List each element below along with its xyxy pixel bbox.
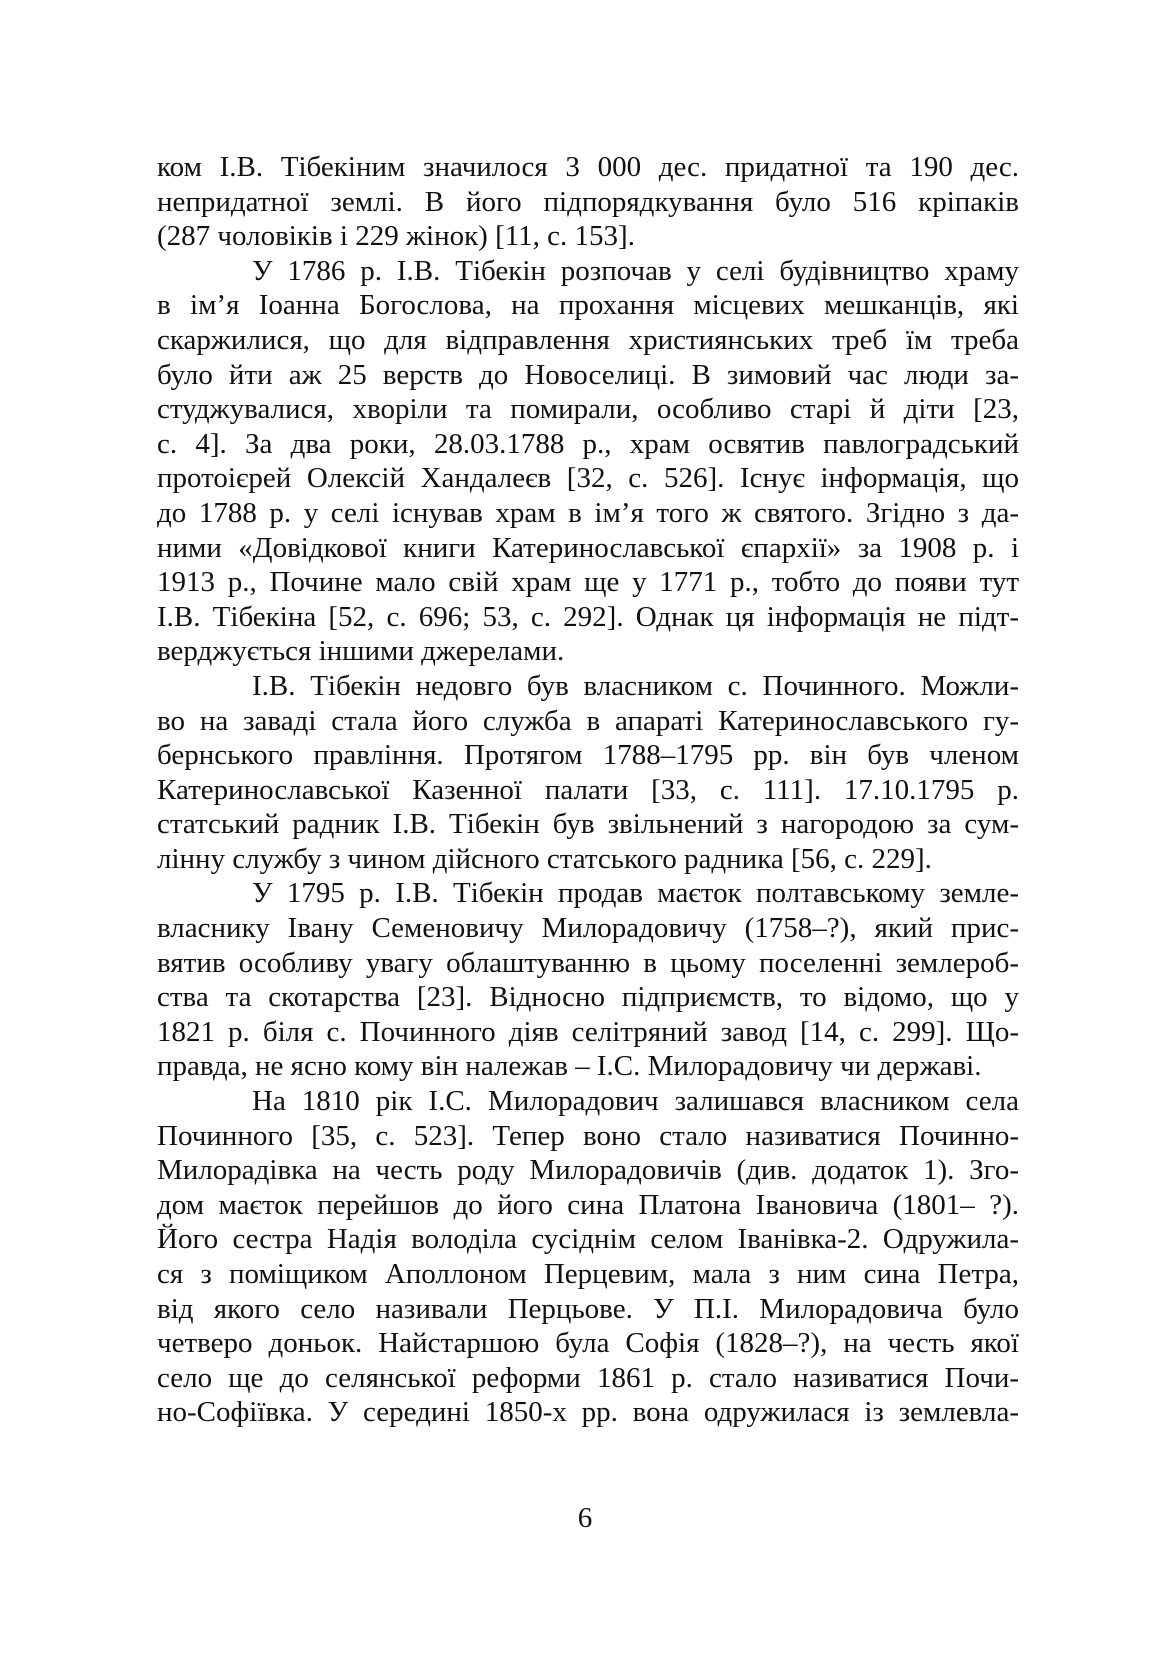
text-line: в ім’я Іоанна Богослова, на прохання місцевих мешканців, які — [157, 289, 1019, 322]
text-line: 1821 р. біля с. Починного діяв селітряний завод [14, с. 299]. Що- — [157, 1015, 1019, 1048]
text-line: від якого село називали Перцьове. У П.І. Милорадовича було — [157, 1292, 1019, 1325]
paragraph — [157, 254, 1019, 669]
page-body — [157, 150, 1019, 1430]
text-line: непридатної землі. В його підпорядкування було 516 кріпаків — [157, 185, 1019, 218]
text-line: І.В. Тібекіна [52, с. 696; 53, с. 292]. Однак ця інформація не підт- — [157, 600, 1019, 633]
text-line: во на заваді стала його служба в апараті Катеринославського гу- — [157, 704, 1019, 737]
text-line: І.В. Тібекін недовго був власником с. Починного. Можли- — [252, 669, 1019, 702]
paragraph — [157, 669, 1019, 877]
text-line: дом маєток перейшов до його сина Платона Івановича (1801– ?). — [157, 1188, 1019, 1221]
text-line: Його сестра Надія володіла сусіднім селом Іванівка-2. Одружила- — [157, 1223, 1019, 1256]
text-line: (287 чоловіків і 229 жінок) [11, с. 153]. — [157, 220, 635, 253]
paragraph — [157, 150, 1019, 254]
text-line: ними «Довідкової книги Катеринославської єпархії» за 1908 р. і — [157, 531, 1019, 564]
text-line: У 1795 р. І.В. Тібекін продав маєток полтавському земле- — [252, 877, 1019, 910]
page-number: 6 — [577, 1502, 593, 1534]
text-line: статський радник І.В. Тібекін був звільнений з нагородою за сум- — [157, 808, 1019, 841]
text-line: На 1810 рік І.С. Милорадович залишався власником села — [252, 1085, 1019, 1118]
text-line: протоієрей Олексій Хандалеєв [32, с. 526]. Існує інформація, що — [157, 462, 1019, 495]
text-line: Катеринославської Казенної палати [33, с. 111]. 17.10.1795 р. — [157, 773, 1019, 806]
text-line: лінну службу з чином дійсного статського радника [56, с. 229]. — [157, 842, 932, 875]
text-line: правда, не ясно кому він належав – І.С. Милорадовичу чи державі. — [157, 1050, 982, 1083]
text-line: верджується іншими джерелами. — [157, 635, 565, 668]
text-line: скаржилися, що для відправлення християнських треб їм треба — [157, 323, 1019, 356]
text-line: студжувалися, хворіли та помирали, особливо старі й діти [23, — [157, 393, 1019, 426]
text-line: Починного [35, с. 523]. Тепер воно стало називатися Починно- — [157, 1119, 1019, 1152]
text-line: но-Софіївка. У середині 1850-х рр. вона одружилася із землевла- — [157, 1396, 1019, 1429]
text-line: 1913 р., Почине мало свій храм ще у 1771 р., тобто до появи тут — [157, 566, 1019, 599]
text-line: село ще до селянської реформи 1861 р. стало називатися Почи- — [157, 1361, 1019, 1394]
text-line: власнику Івану Семеновичу Милорадовичу (1758–?), який прис- — [157, 912, 1019, 945]
paragraph — [157, 1084, 1019, 1430]
text-line: було йти аж 25 верств до Новоселиці. В зимовий час люди за- — [157, 358, 1019, 391]
paragraph — [157, 876, 1019, 1084]
text-line: ком І.В. Тібекіним значилося 3 000 дес. придатної та 190 дес. — [157, 151, 1019, 183]
text-line: до 1788 р. у селі існував храм в ім’я того ж святого. Згідно з да- — [157, 496, 1019, 529]
text-line: Милорадівка на честь роду Милорадовичів (див. додаток 1). Зго- — [157, 1154, 1019, 1187]
text-line: бернського правління. Протягом 1788–1795 рр. він був членом — [157, 739, 1019, 772]
text-line: с. 4]. За два роки, 28.03.1788 р., храм освятив павлоградський — [157, 427, 1019, 460]
text-line: ся з поміщиком Аполлоном Перцевим, мала з ним сина Петра, — [157, 1258, 1019, 1290]
text-line: У 1786 р. І.В. Тібекін розпочав у селі будівництво храму — [252, 254, 1019, 287]
text-line: вятив особливу увагу облаштуванню в цьому поселенні землероб- — [157, 946, 1019, 979]
text-line: ства та скотарства [23]. Відносно підприємств, то відомо, що у — [157, 981, 1019, 1014]
text-line: четверо доньок. Найстаршою була Софія (1828–?), на честь якої — [157, 1327, 1019, 1360]
